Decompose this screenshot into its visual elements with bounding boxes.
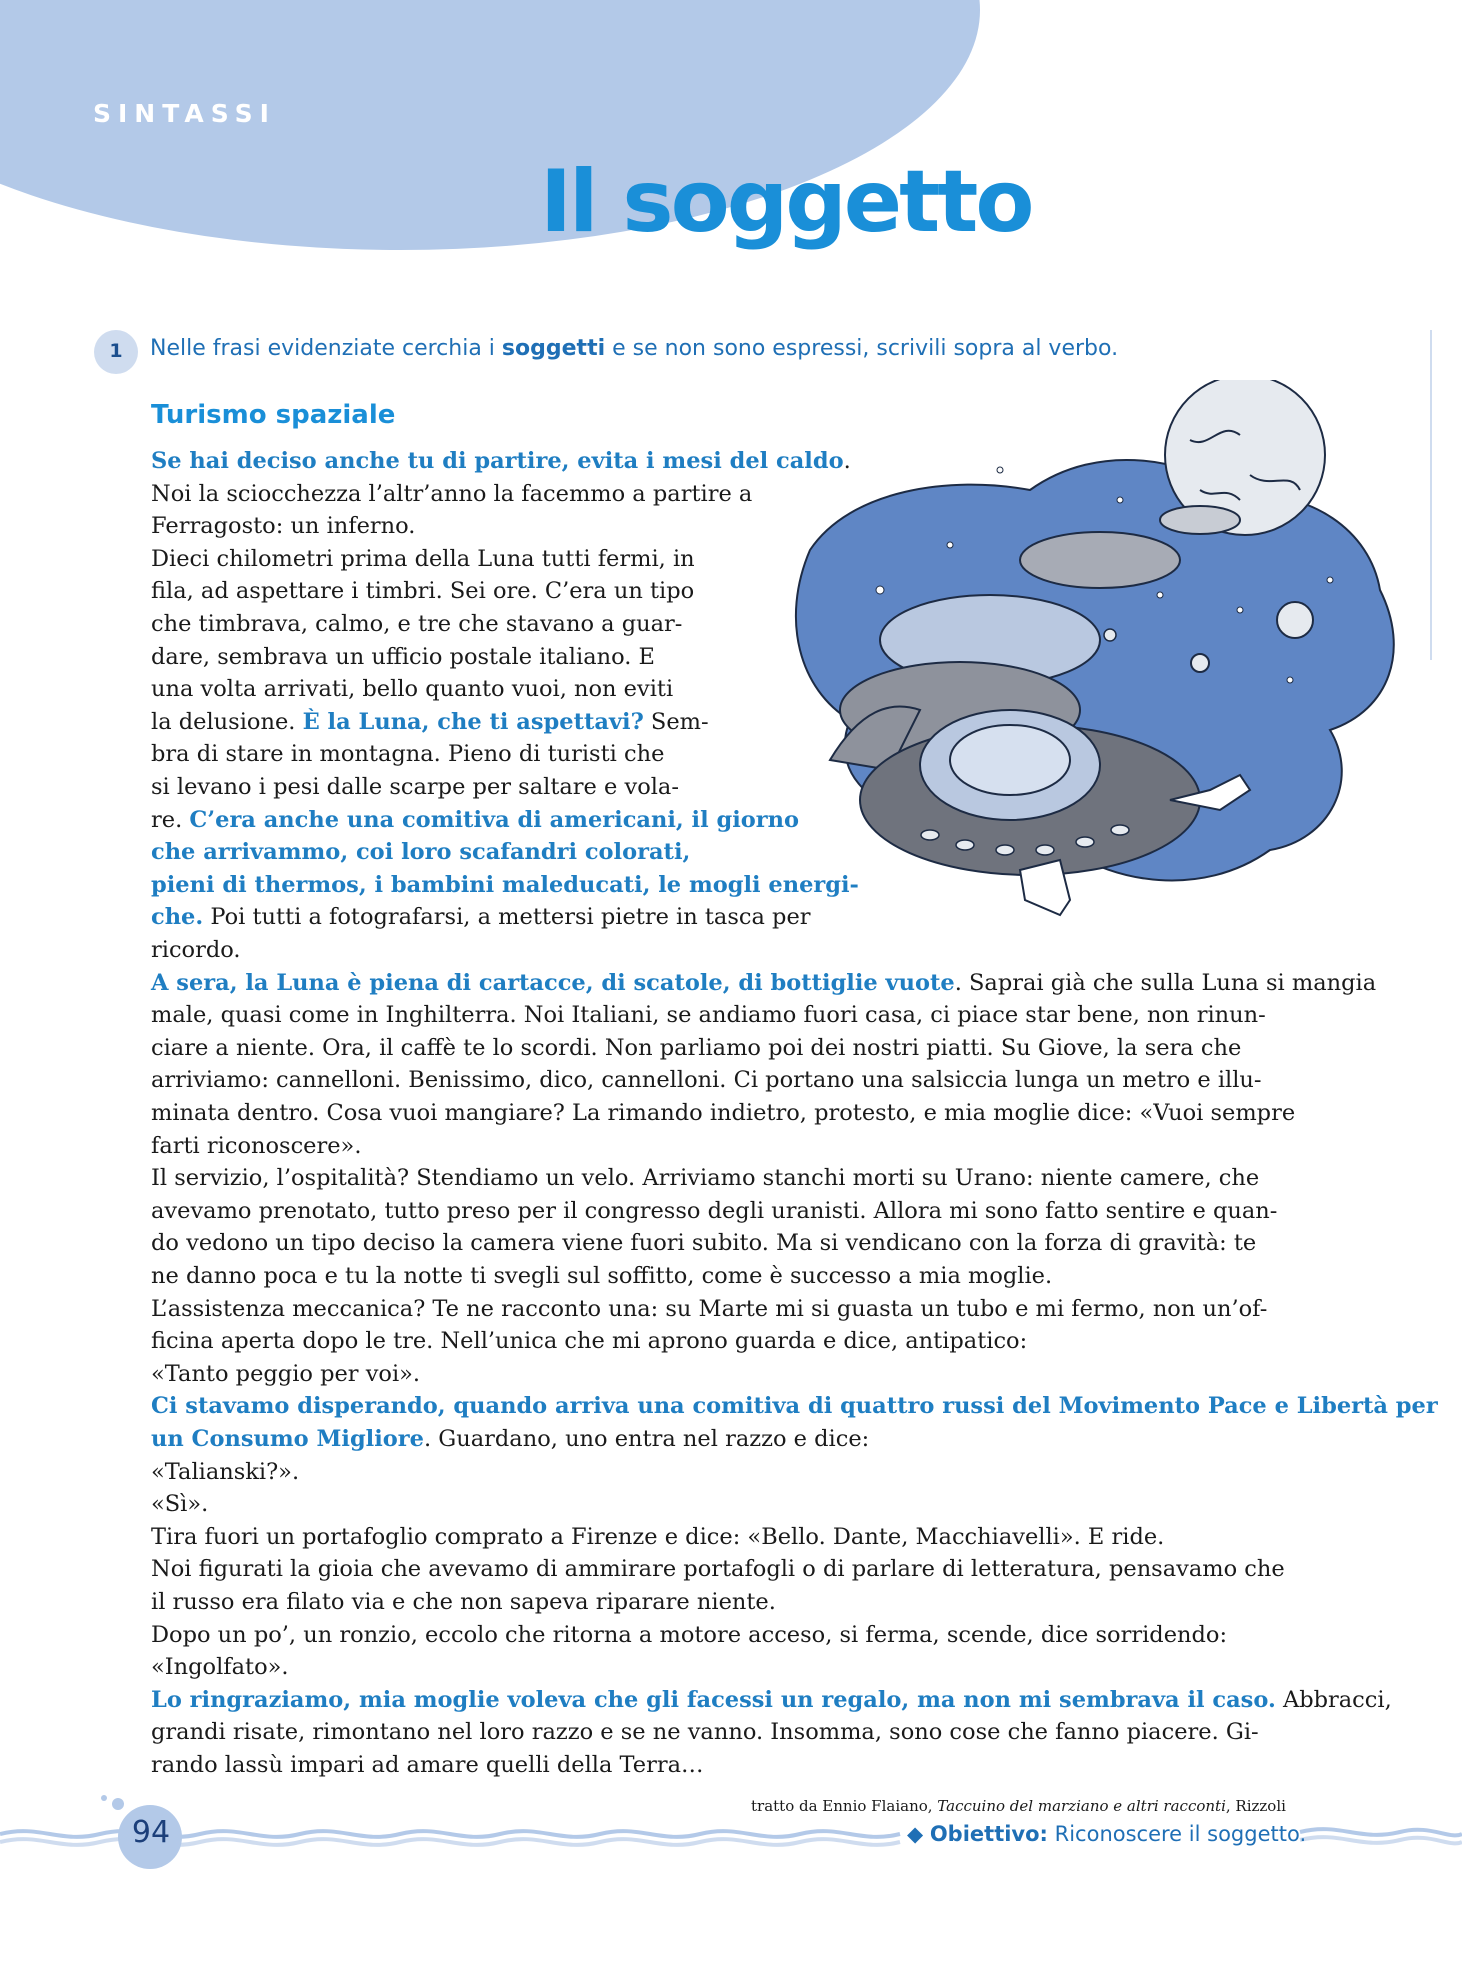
story-line (151, 575, 694, 607)
section-label: SINTASSI (93, 99, 276, 128)
credit-book-title: Taccuino del marziano e altri racconti (937, 1797, 1226, 1815)
story-text-segment: rando lassù impari ad amare quelli della Terra… (151, 1752, 704, 1778)
story-line (151, 1521, 1164, 1553)
story-line (151, 1553, 1285, 1585)
story-line (151, 934, 241, 966)
exercise-number: 1 (109, 340, 123, 362)
story-text-segment: grandi risate, rimontano nel loro razzo e se ne vanno. Insomma, sono cose che fanno piacere. Gi- (151, 1719, 1259, 1746)
story-text-segment: Poi tutti a fotografarsi, a mettersi pietre in tasca per (203, 904, 811, 931)
highlighted-sentence: C’era anche una comitiva di americani, il giorno (189, 806, 799, 833)
story-title: Turismo spaziale (151, 400, 396, 430)
story-text-segment: minata dentro. Cosa vuoi mangiare? La rimando indietro, protesto, e mia moglie dice: «Vuoi sempre (151, 1100, 1296, 1126)
story-line (151, 1488, 208, 1520)
objective (907, 1822, 1306, 1846)
page-title: Il soggetto (540, 152, 1032, 252)
story-line (151, 1260, 1052, 1292)
exercise-instruction (150, 336, 1118, 361)
story-line (151, 1032, 1241, 1064)
highlighted-sentence: Ci stavamo disperando, quando arriva una comitiva di quattro russi del Movimento Pace e Libertà per (151, 1393, 1438, 1420)
story-line (151, 1749, 704, 1781)
story-line (151, 1586, 776, 1618)
story-line (151, 869, 859, 901)
story-text-segment: Noi figurati la gioia che avevamo di ammirare portafogli o di parlare di letteratura, pensavamo che (151, 1556, 1285, 1583)
story-line (151, 836, 690, 868)
story-line (151, 1390, 1438, 1422)
story-text-segment: una volta arrivati, bello quanto vuoi, non eviti (151, 676, 674, 703)
highlighted-sentence: che arrivammo, coi loro scafandri colorati, (151, 839, 691, 866)
story-line (151, 543, 695, 575)
story-text-segment: Dieci chilometri prima della Luna tutti fermi, in (151, 545, 695, 572)
story-text-segment: bra di stare in montagna. Pieno di turisti che (151, 741, 665, 768)
page-edge-mark (1430, 330, 1462, 660)
story-text-segment: fila, ad aspettare i timbri. Sei ore. C’era un tipo (151, 578, 695, 605)
story-line (151, 901, 811, 933)
story-text-segment: Dopo un po’, un ronzio, eccolo che ritorna a motore acceso, si ferma, scende, dice sorridendo: (151, 1621, 1228, 1648)
story-text-segment: ricordo. (151, 937, 241, 963)
story-line (151, 478, 752, 510)
story-text-segment: . Saprai già che sulla Luna si mangia (954, 969, 1377, 996)
story-text-segment: . (843, 448, 851, 474)
story-line (151, 641, 655, 673)
story-text-segment: ciare a niente. Ora, il caffè te lo scordi. Non parliamo poi dei nostri piatti. Su Giove, la sera che (151, 1034, 1242, 1061)
credit-prefix: tratto da Ennio Flaiano, (751, 1797, 938, 1815)
story-text-segment: «Talianski?». (151, 1458, 300, 1485)
story-text-segment: Tira fuori un portafoglio comprato a Firenze e dice: «Bello. Dante, Macchiavelli». E ride. (151, 1523, 1165, 1550)
highlighted-sentence: È la Luna, che ti aspettavi? (302, 708, 644, 735)
story-line (151, 1064, 1262, 1096)
story-text-segment: ficina aperta dopo le tre. Nell’unica che mi aprono guarda e dice, antipatico: (151, 1328, 1028, 1355)
story-text-segment: ne danno poca e tu la notte ti svegli sul soffitto, come è successo a mia moglie. (151, 1263, 1053, 1289)
story-text-segment: Abbracci, (1275, 1686, 1392, 1713)
story-line (151, 967, 1376, 999)
story-text-segment: si levano i pesi dalle scarpe per saltare e vola- (151, 774, 679, 800)
story-line (151, 1227, 1256, 1259)
story-text-segment: dare, sembrava un ufficio postale italiano. E (151, 643, 655, 670)
story-line (151, 1423, 869, 1455)
page-number: 94 (131, 1815, 171, 1850)
story-text-segment: Ferragosto: un inferno. (151, 513, 416, 540)
story-line (151, 1325, 1027, 1357)
highlighted-sentence: che. (151, 904, 204, 931)
story-text-segment: la delusione. (151, 708, 303, 735)
story-text-segment: do vedono un tipo deciso la camera viene fuori subito. Ma si vendicano con la forza di gravità: te (151, 1230, 1257, 1257)
instruction-text-1: Nelle frasi evidenziate cerchia i (150, 336, 502, 361)
story-line (151, 771, 679, 803)
story-text-segment: Sem- (643, 708, 709, 735)
story-line (151, 1097, 1295, 1129)
objective-text: Riconoscere il soggetto. (1047, 1822, 1307, 1846)
story-line (151, 706, 709, 738)
story-line (151, 1619, 1227, 1651)
story-text-segment: «Ingolfato». (151, 1654, 289, 1681)
story-line (151, 1684, 1392, 1716)
story-text-segment: Il servizio, l’ospitalità? Stendiamo un velo. Arriviamo stanchi morti su Urano: niente camere, che (151, 1165, 1260, 1192)
objective-label: Obiettivo: (929, 1822, 1048, 1846)
story-text-segment: «Tanto peggio per voi». (151, 1360, 421, 1387)
story-line (151, 999, 1266, 1031)
story-text-segment: Noi la sciocchezza l’altr’anno la facemmo a partire a (151, 480, 753, 507)
story-line (151, 1130, 361, 1162)
story-line (151, 1716, 1259, 1748)
story-line (151, 510, 415, 542)
story-line (151, 673, 673, 705)
highlighted-sentence: pieni di thermos, i bambini maleducati, le mogli energi- (151, 871, 859, 898)
highlighted-sentence: Lo ringraziamo, mia moglie voleva che gli facessi un regalo, ma non mi sembrava il caso. (151, 1686, 1276, 1713)
story-text-segment: L’assistenza meccanica? Te ne racconto una: su Marte mi si guasta un tubo e mi fermo, non un’of- (151, 1295, 1268, 1322)
story-line (151, 608, 682, 640)
story-line (151, 1195, 1277, 1227)
story-text-segment: il russo era filato via e che non sapeva riparare niente. (151, 1589, 776, 1615)
story-text-segment: farti riconoscere». (151, 1132, 362, 1159)
highlighted-sentence: A sera, la Luna è piena di cartacce, di scatole, di bottiglie vuote (151, 969, 955, 996)
story-line (151, 738, 664, 770)
spaceships-moon-illustration (770, 380, 1410, 950)
story-line (151, 1358, 420, 1390)
story-line (151, 1651, 289, 1683)
story-text-segment: «Sì». (151, 1491, 209, 1518)
story-text-segment: avevamo prenotato, tutto preso per il congresso degli uranisti. Allora mi sono fatto sentire e quan- (151, 1197, 1278, 1224)
story-text-segment: male, quasi come in Inghilterra. Noi Italiani, se andiamo fuori casa, ci piace star bene, non rinun- (151, 1002, 1266, 1029)
credit-suffix: , Rizzoli (1225, 1797, 1286, 1815)
story-text-segment: arriviamo: cannelloni. Benissimo, dico, cannelloni. Ci portano una salsiccia lunga un metro e illu- (151, 1067, 1262, 1094)
story-line (151, 1456, 299, 1488)
story-text-segment: che timbrava, calmo, e tre che stavano a guar- (151, 611, 683, 637)
instruction-text-2: e se non sono espressi, scrivili sopra al verbo. (605, 336, 1119, 361)
diamond-icon: ◆ (907, 1822, 930, 1846)
story-line (151, 1162, 1259, 1194)
highlighted-sentence: Se hai deciso anche tu di partire, evita i mesi del caldo (151, 448, 844, 474)
story-text-segment: re. (151, 806, 190, 833)
story-line (151, 445, 851, 477)
instruction-keyword: soggetti (501, 336, 606, 361)
highlighted-sentence: un Consumo Migliore (151, 1426, 424, 1452)
story-text-segment: . Guardano, uno entra nel razzo e dice: (423, 1426, 870, 1452)
story-line (151, 804, 799, 836)
story-line (151, 1293, 1267, 1325)
